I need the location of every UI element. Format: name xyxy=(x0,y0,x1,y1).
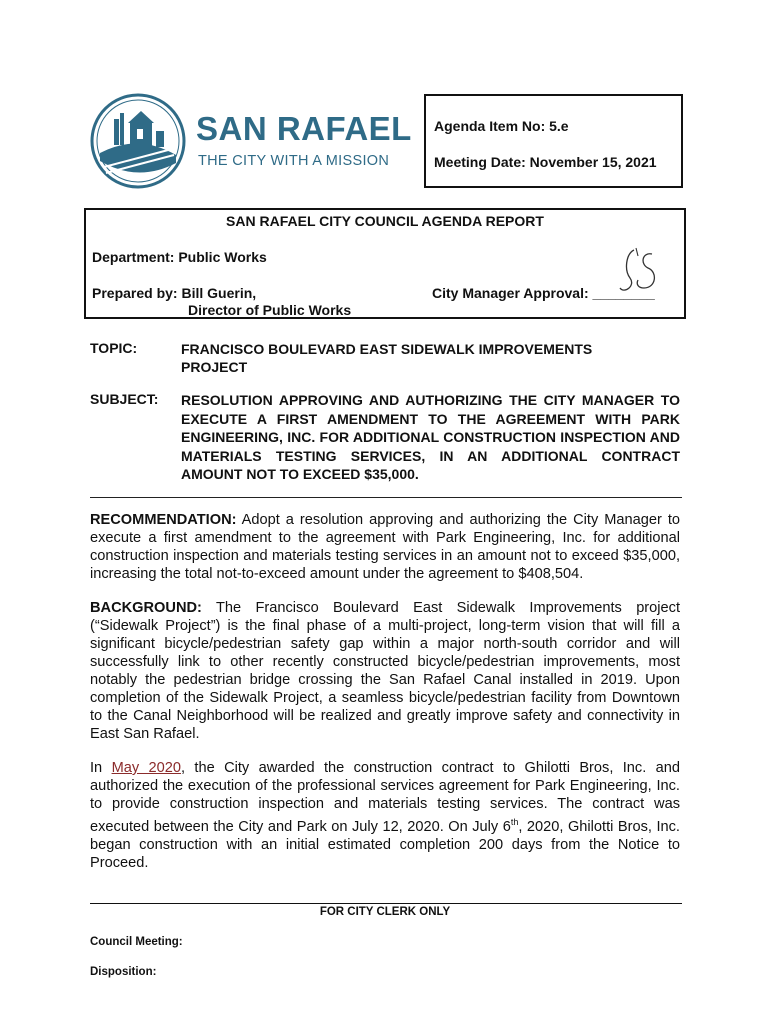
brand-tagline: THE CITY WITH A MISSION xyxy=(198,153,390,169)
clerk-divider xyxy=(90,903,682,904)
background-label: BACKGROUND: xyxy=(90,600,202,616)
city-seal-logo xyxy=(90,93,186,189)
agenda-item-number: Agenda Item No: 5.e xyxy=(434,118,569,134)
topic-text xyxy=(181,340,592,376)
topic-label: TOPIC: xyxy=(90,340,138,356)
prepared-by: Prepared by: Bill Guerin, xyxy=(92,285,257,301)
recommendation-label: RECOMMENDATION: xyxy=(90,512,237,528)
brand-name: SAN RAFAEL xyxy=(196,110,412,147)
history-paragraph xyxy=(90,759,680,872)
background-text: The Francisco Boulevard East Sidewalk Improvements project (“Sidewalk Project”) is the final phase of a multi-project, long-term vision that will fill a significant bicycle/pedestrian safety gap within a major north-south corridor and will successfully link to other recently constructed bicycle/pedestrian improvements, most notably the pedestrian bridge crossing the San Rafael Canal installed in 2019. Upon completion of the Sidewalk Project, a seamless bicycle/pedestrian facility from Downtown to the Canal Neighborhood will be realized and greatly improve safety and connectivity in East San Rafael. xyxy=(90,600,680,742)
history-text-2: , 2020, Ghilotti Bros, Inc. began construction with an initial estimated completion 200 days from the Notice to Proceed. xyxy=(90,818,680,871)
council-meeting-field: Council Meeting: xyxy=(90,936,183,948)
recommendation-paragraph xyxy=(90,511,680,583)
recommendation-text: Adopt a resolution approving and authorizing the City Manager to execute a first amendment to the agreement with Park Engineering, Inc. for additional construction inspection and materials testing services in an amount not to exceed $35,000, increasing the total not-to-exceed amount under the agreement to $408,504. xyxy=(90,512,680,582)
subject-label: SUBJECT: xyxy=(90,391,159,407)
history-prefix: In xyxy=(90,760,112,776)
meeting-date: Meeting Date: November 15, 2021 xyxy=(434,154,657,170)
topic-line-2: PROJECT xyxy=(181,359,248,375)
may-2020-link[interactable]: May 2020 xyxy=(111,760,181,776)
department: Department: Public Works xyxy=(92,249,267,265)
background-paragraph xyxy=(90,599,680,743)
subject-text: RESOLUTION APPROVING AND AUTHORIZING THE CITY MANAGER TO EXECUTE A FIRST AMENDMENT TO THE AGREEMENT WITH PARK ENGINEERING, INC. FOR ADDITIONAL CONSTRUCTION INSPECTION AND MATERIALS TESTING SERVICES, IN AN ADDITIONAL CONTRACT AMOUNT NOT TO EXCEED $35,000. xyxy=(181,392,680,482)
section-divider xyxy=(90,497,682,498)
signature-initials xyxy=(616,244,666,304)
report-header-box xyxy=(84,208,686,319)
prepared-by-title: Director of Public Works xyxy=(188,302,352,318)
history-text-1: , the City awarded the construction contract to Ghilotti Bros, Inc. and authorized the execution of the professional services agreement for Park Engineering, Inc. to provide construction inspection and materials testing services. The contract was executed between the City and Park on July 12, 2020. On July 6 xyxy=(90,760,681,835)
topic-line-1: FRANCISCO BOULEVARD EAST SIDEWALK IMPROVEMENTS xyxy=(181,341,593,357)
history-sup: th xyxy=(510,817,519,827)
disposition-field: Disposition: xyxy=(90,966,157,978)
report-title: SAN RAFAEL CITY COUNCIL AGENDA REPORT xyxy=(226,213,544,229)
clerk-label: FOR CITY CLERK ONLY xyxy=(319,906,451,918)
agenda-info-box xyxy=(424,94,683,188)
city-manager-approval: City Manager Approval: ________ xyxy=(432,285,655,301)
